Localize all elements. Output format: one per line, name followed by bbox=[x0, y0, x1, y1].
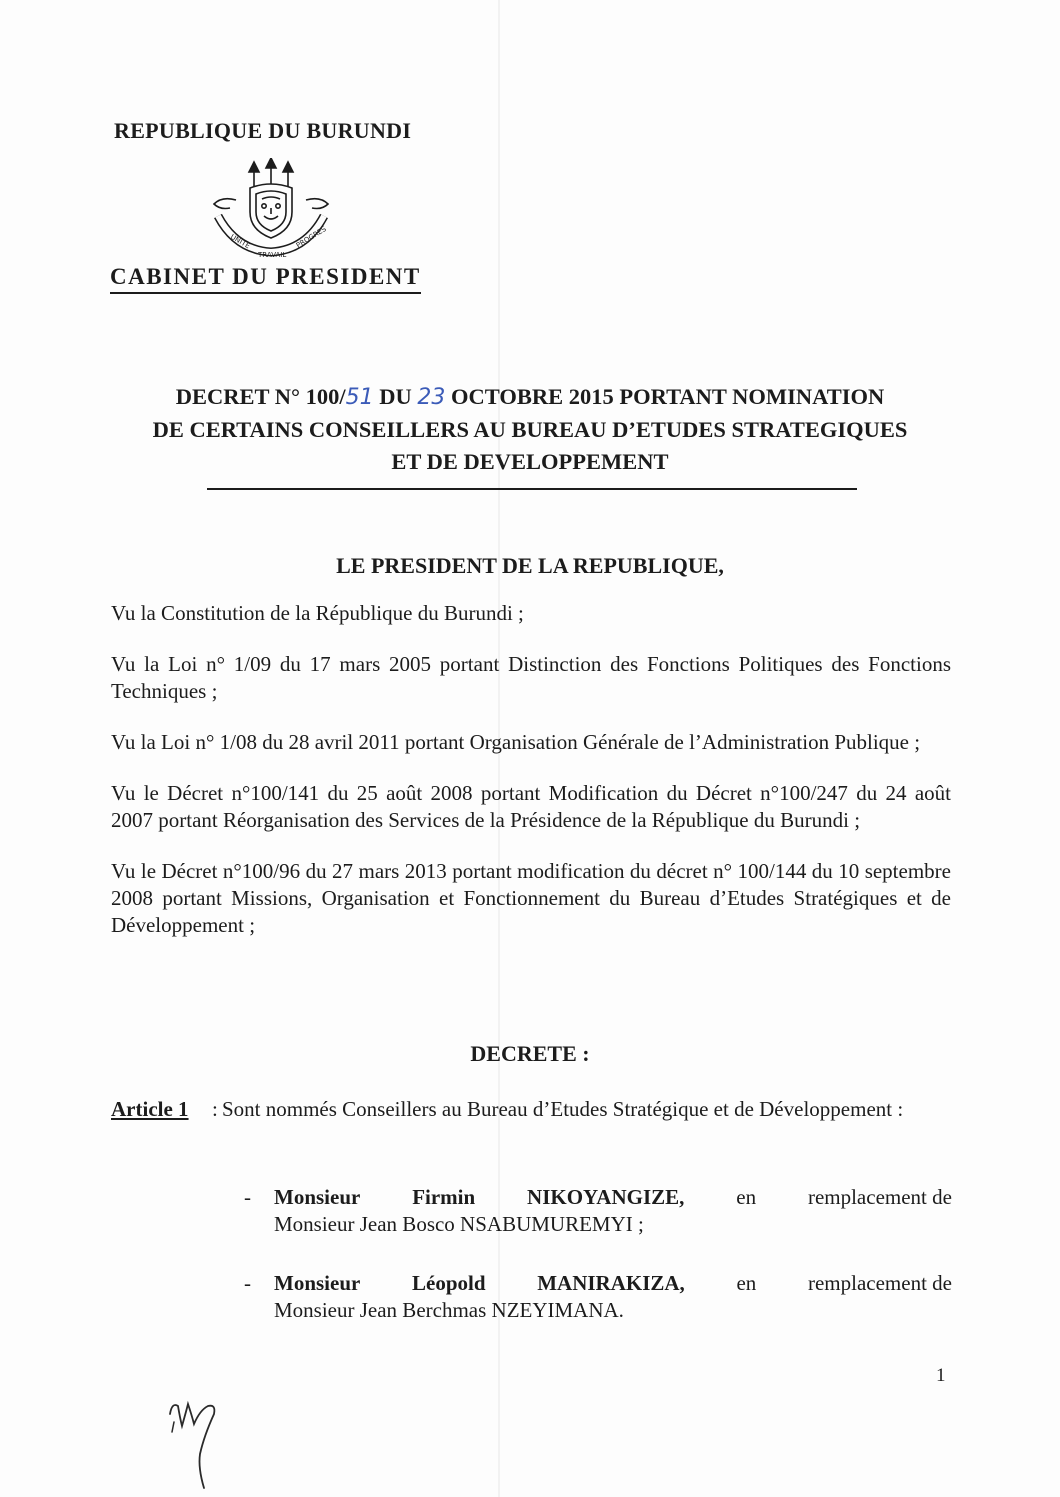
handwritten-day: 23 bbox=[417, 385, 446, 410]
title-line2: DE CERTAINS CONSEILLERS AU BUREAU D’ETUDES STRATEGIQUES bbox=[152, 417, 908, 442]
appointee-title: Monsieur bbox=[274, 1185, 361, 1209]
title-prefix: DECRET N° 100/ bbox=[175, 384, 346, 409]
appointee-surname: NIKOYANGIZE, bbox=[527, 1185, 685, 1209]
appointee-title: Monsieur bbox=[274, 1271, 361, 1295]
handwritten-decree-number: 51 bbox=[345, 385, 374, 410]
president-heading: LE PRESIDENT DE LA REPUBLIQUE, bbox=[336, 553, 724, 578]
visa-list bbox=[111, 600, 951, 963]
svg-text:PROGRES: PROGRES bbox=[294, 225, 328, 250]
header-cabinet: CABINET DU PRESIDENT bbox=[110, 264, 421, 294]
appointee-firstname: Firmin bbox=[412, 1185, 476, 1209]
article-text: Sont nommés Conseillers au Bureau d’Etudes Stratégique et de Développement : bbox=[222, 1097, 904, 1121]
appointee-list bbox=[244, 1184, 952, 1356]
appointee-mid: en bbox=[736, 1185, 757, 1209]
header-country: REPUBLIQUE DU BURUNDI bbox=[114, 118, 412, 143]
article-colon: : bbox=[212, 1097, 218, 1121]
appointee-end: remplacement de bbox=[807, 1185, 952, 1209]
appointee-replaces: Monsieur Jean Berchmas NZEYIMANA. bbox=[274, 1298, 624, 1322]
article-1 bbox=[111, 1096, 951, 1123]
appointee-replaces: Monsieur Jean Bosco NSABUMUREMYI ; bbox=[274, 1212, 644, 1236]
decrete-heading: DECRETE : bbox=[470, 1041, 590, 1066]
decree-title bbox=[105, 381, 955, 478]
visa-item: Vu le Décret n°100/141 du 25 août 2008 portant Modification du Décret n°100/247 du 24 août 2007 portant Réorganisation des Services de la Présidence de la République du Burundi ; bbox=[111, 781, 951, 832]
title-line1-rest: OCTOBRE 2015 PORTANT NOMINATION bbox=[445, 384, 885, 409]
visa-item: Vu le Décret n°100/96 du 27 mars 2013 portant modification du décret n° 100/144 du 10 septembre 2008 portant Missions, Organisation et Fonctionnement du Bureau d’Etudes Stratégiques et de Développement ; bbox=[111, 859, 951, 937]
appointee-item bbox=[244, 1270, 952, 1324]
svg-text:TRAVAIL: TRAVAIL bbox=[258, 251, 287, 259]
appointee-end: remplacement de bbox=[807, 1271, 952, 1295]
appointee-item bbox=[244, 1184, 952, 1238]
visa-item: Vu la Constitution de la République du Burundi ; bbox=[111, 601, 524, 625]
article-label: Article 1 bbox=[111, 1097, 189, 1121]
appointee-surname: MANIRAKIZA, bbox=[537, 1271, 685, 1295]
svg-text:UNITE: UNITE bbox=[229, 232, 252, 251]
visa-item: Vu la Loi n° 1/08 du 28 avril 2011 portant Organisation Générale de l’Administration Publique ; bbox=[111, 730, 921, 754]
list-dash: - bbox=[244, 1185, 251, 1209]
list-dash: - bbox=[244, 1271, 251, 1295]
handwritten-initials bbox=[164, 1392, 234, 1492]
visa-item: Vu la Loi n° 1/09 du 17 mars 2005 portant Distinction des Fonctions Politiques des Fonctions Techniques ; bbox=[111, 652, 951, 703]
appointee-firstname: Léopold bbox=[412, 1271, 486, 1295]
title-line3: ET DE DEVELOPPEMENT bbox=[391, 449, 669, 474]
coat-of-arms-emblem bbox=[206, 158, 336, 264]
title-du: DU bbox=[373, 384, 418, 409]
page-number: 1 bbox=[936, 1365, 946, 1386]
appointee-mid: en bbox=[736, 1271, 757, 1295]
title-underline bbox=[207, 488, 857, 490]
